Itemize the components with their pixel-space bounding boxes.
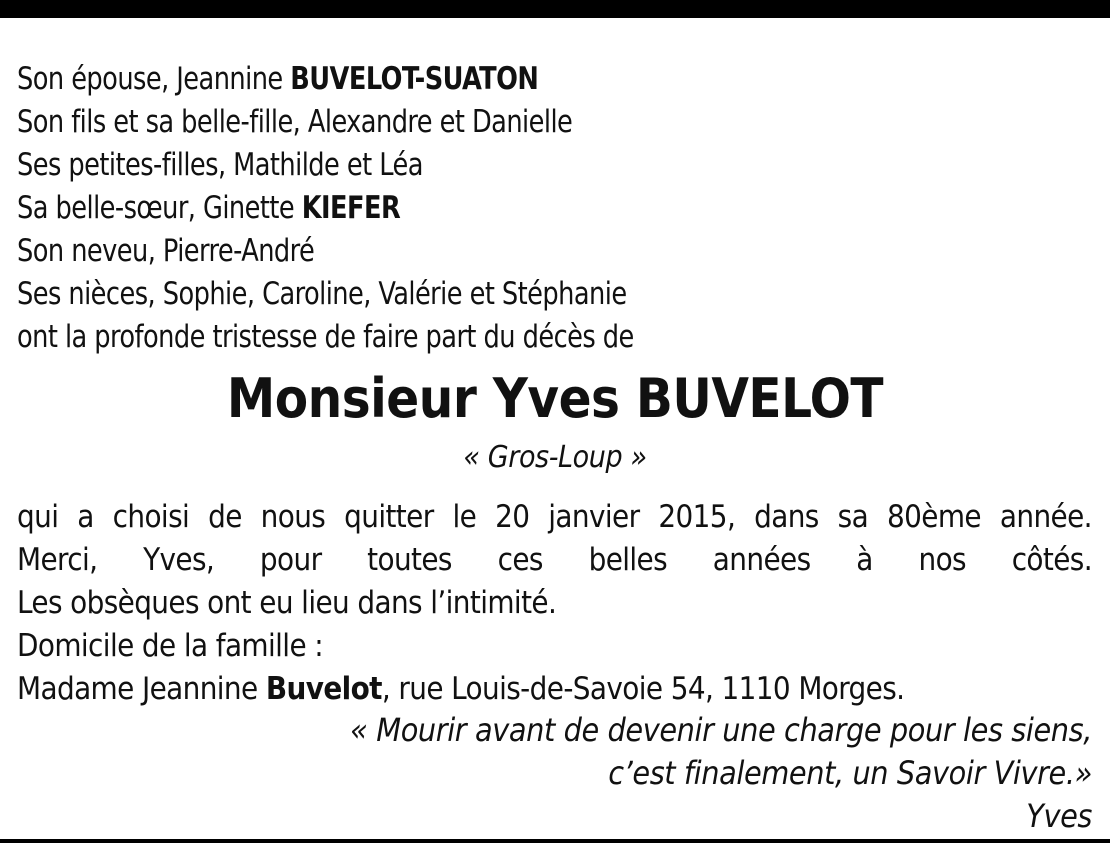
address-surname: Buvelot [265, 671, 382, 707]
justified-word: côtés. [1011, 542, 1092, 578]
justified-word: quitter [344, 499, 434, 535]
justified-word: pour [259, 542, 322, 578]
justified-word: 20 [495, 499, 530, 535]
justified-word: nous [260, 499, 326, 535]
spouse-text: Son épouse, Jeannine [17, 61, 291, 97]
quote-line-2: c’est finalement, un Savoir Vivre.» [608, 754, 1092, 792]
body-line-funeral: Les obsèques ont eu lieu dans l’intimité. [17, 585, 557, 621]
deceased-nickname: « Gros-Loup » [463, 440, 647, 475]
justified-word: dans [754, 499, 819, 535]
family-line-spouse [17, 58, 1093, 101]
justified-word: Yves, [143, 542, 215, 578]
body-line-thanks [17, 539, 1092, 582]
justified-word: janvier [548, 499, 640, 535]
justified-word: année. [999, 499, 1092, 535]
justified-word: a [77, 499, 94, 535]
body-line-domicile-label: Domicile de la famille : [17, 628, 324, 664]
justified-word: choisi [112, 499, 190, 535]
family-line-granddaughters: Ses petites-filles, Mathilde et Léa [17, 147, 423, 183]
justified-word: de [208, 499, 242, 535]
closing-quote [350, 709, 1092, 838]
justified-word: nos [918, 542, 966, 578]
justified-word: 2015, [658, 499, 736, 535]
justified-word: toutes [367, 542, 452, 578]
justified-word: sa [837, 499, 869, 535]
announcement-body [17, 496, 1092, 711]
family-line-sister-in-law [17, 187, 1093, 230]
address-suffix: , rue Louis-de-Savoie 54, 1110 Morges. [381, 671, 905, 707]
announcement-intro: ont la profonde tristesse de faire part du décès de [17, 319, 634, 355]
quote-signature: Yves [1026, 797, 1092, 835]
top-border-rule [0, 0, 1110, 18]
justified-word: qui [17, 499, 59, 535]
bottom-border-rule [0, 839, 1110, 843]
family-line-son: Son fils et sa belle-fille, Alexandre et Danielle [17, 104, 573, 140]
justified-word: le [452, 499, 477, 535]
sister-in-law-text: Sa belle-sœur, Ginette [17, 190, 302, 226]
quote-line-1: « Mourir avant de devenir une charge pour les siens, [350, 711, 1092, 749]
body-line-address [17, 668, 1092, 711]
justified-word: à [856, 542, 873, 578]
address-prefix: Madame Jeannine [17, 671, 266, 707]
body-line-date [17, 496, 1092, 539]
deceased-name: Monsieur Yves BUVELOT [226, 367, 884, 430]
justified-word: années [712, 542, 811, 578]
sister-in-law-surname: KIEFER [301, 190, 401, 226]
justified-word: 80ème [886, 499, 981, 535]
justified-word: belles [588, 542, 668, 578]
justified-word: ces [497, 542, 543, 578]
family-line-nephew: Son neveu, Pierre-André [17, 233, 315, 269]
family-line-nieces: Ses nièces, Sophie, Caroline, Valérie et Stéphanie [17, 276, 627, 312]
spouse-surname: BUVELOT-SUATON [290, 61, 539, 97]
family-list [17, 58, 1093, 359]
justified-word: Merci, [17, 542, 98, 578]
